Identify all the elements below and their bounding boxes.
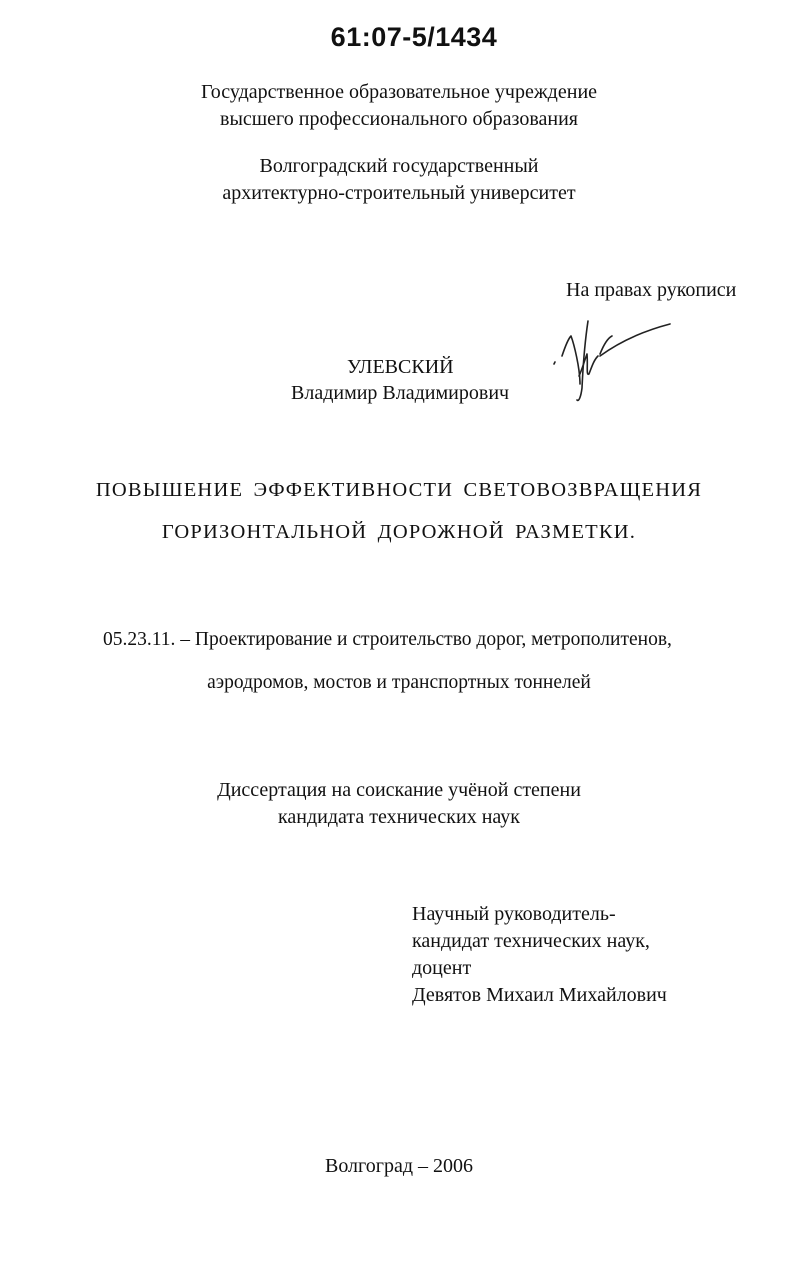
institution-line-1: Государственное образовательное учреждение (200, 81, 598, 103)
institution-line-2: высшего профессионального образования (220, 108, 578, 130)
institution-block (0, 79, 798, 133)
supervisor-line-4: Девятов Михаил Михайлович (412, 984, 667, 1006)
degree-line-2: кандидата технических наук (277, 806, 521, 828)
manuscript-rights: На правах рукописи (566, 279, 737, 301)
title-line-2: ГОРИЗОНТАЛЬНОЙ ДОРОЖНОЙ РАЗМЕТКИ. (161, 521, 637, 543)
university-block (0, 153, 798, 207)
specialty-line-2: аэродромов, мостов и транспортных тоннелей (207, 672, 591, 693)
supervisor-line-1: Научный руководитель- (412, 903, 616, 925)
supervisor-line-3: доцент (412, 957, 472, 979)
degree-block (0, 777, 798, 831)
dissertation-title (0, 469, 798, 553)
title-line-1: ПОВЫШЕНИЕ ЭФФЕКТИВНОСТИ СВЕТОВОЗВРАЩЕНИЯ (95, 479, 703, 501)
university-line-1: Волгоградский государственный (259, 155, 539, 177)
signature-image (552, 316, 677, 411)
registry-code: 61:07-5/1434 (330, 22, 498, 52)
university-line-2: архитектурно-строительный университет (222, 182, 576, 204)
degree-line-1: Диссертация на соискание учёной степени (217, 779, 581, 801)
specialty-line-1: 05.23.11. – Проектирование и строительство дорог, метрополитенов, (103, 629, 672, 650)
author-name: Владимир Владимирович (291, 382, 510, 404)
supervisor-block (412, 901, 667, 1009)
supervisor-line-2: кандидат технических наук, (412, 930, 650, 952)
city-year: Волгоград – 2006 (324, 1155, 474, 1177)
author-surname: УЛЕВСКИЙ (347, 356, 454, 378)
